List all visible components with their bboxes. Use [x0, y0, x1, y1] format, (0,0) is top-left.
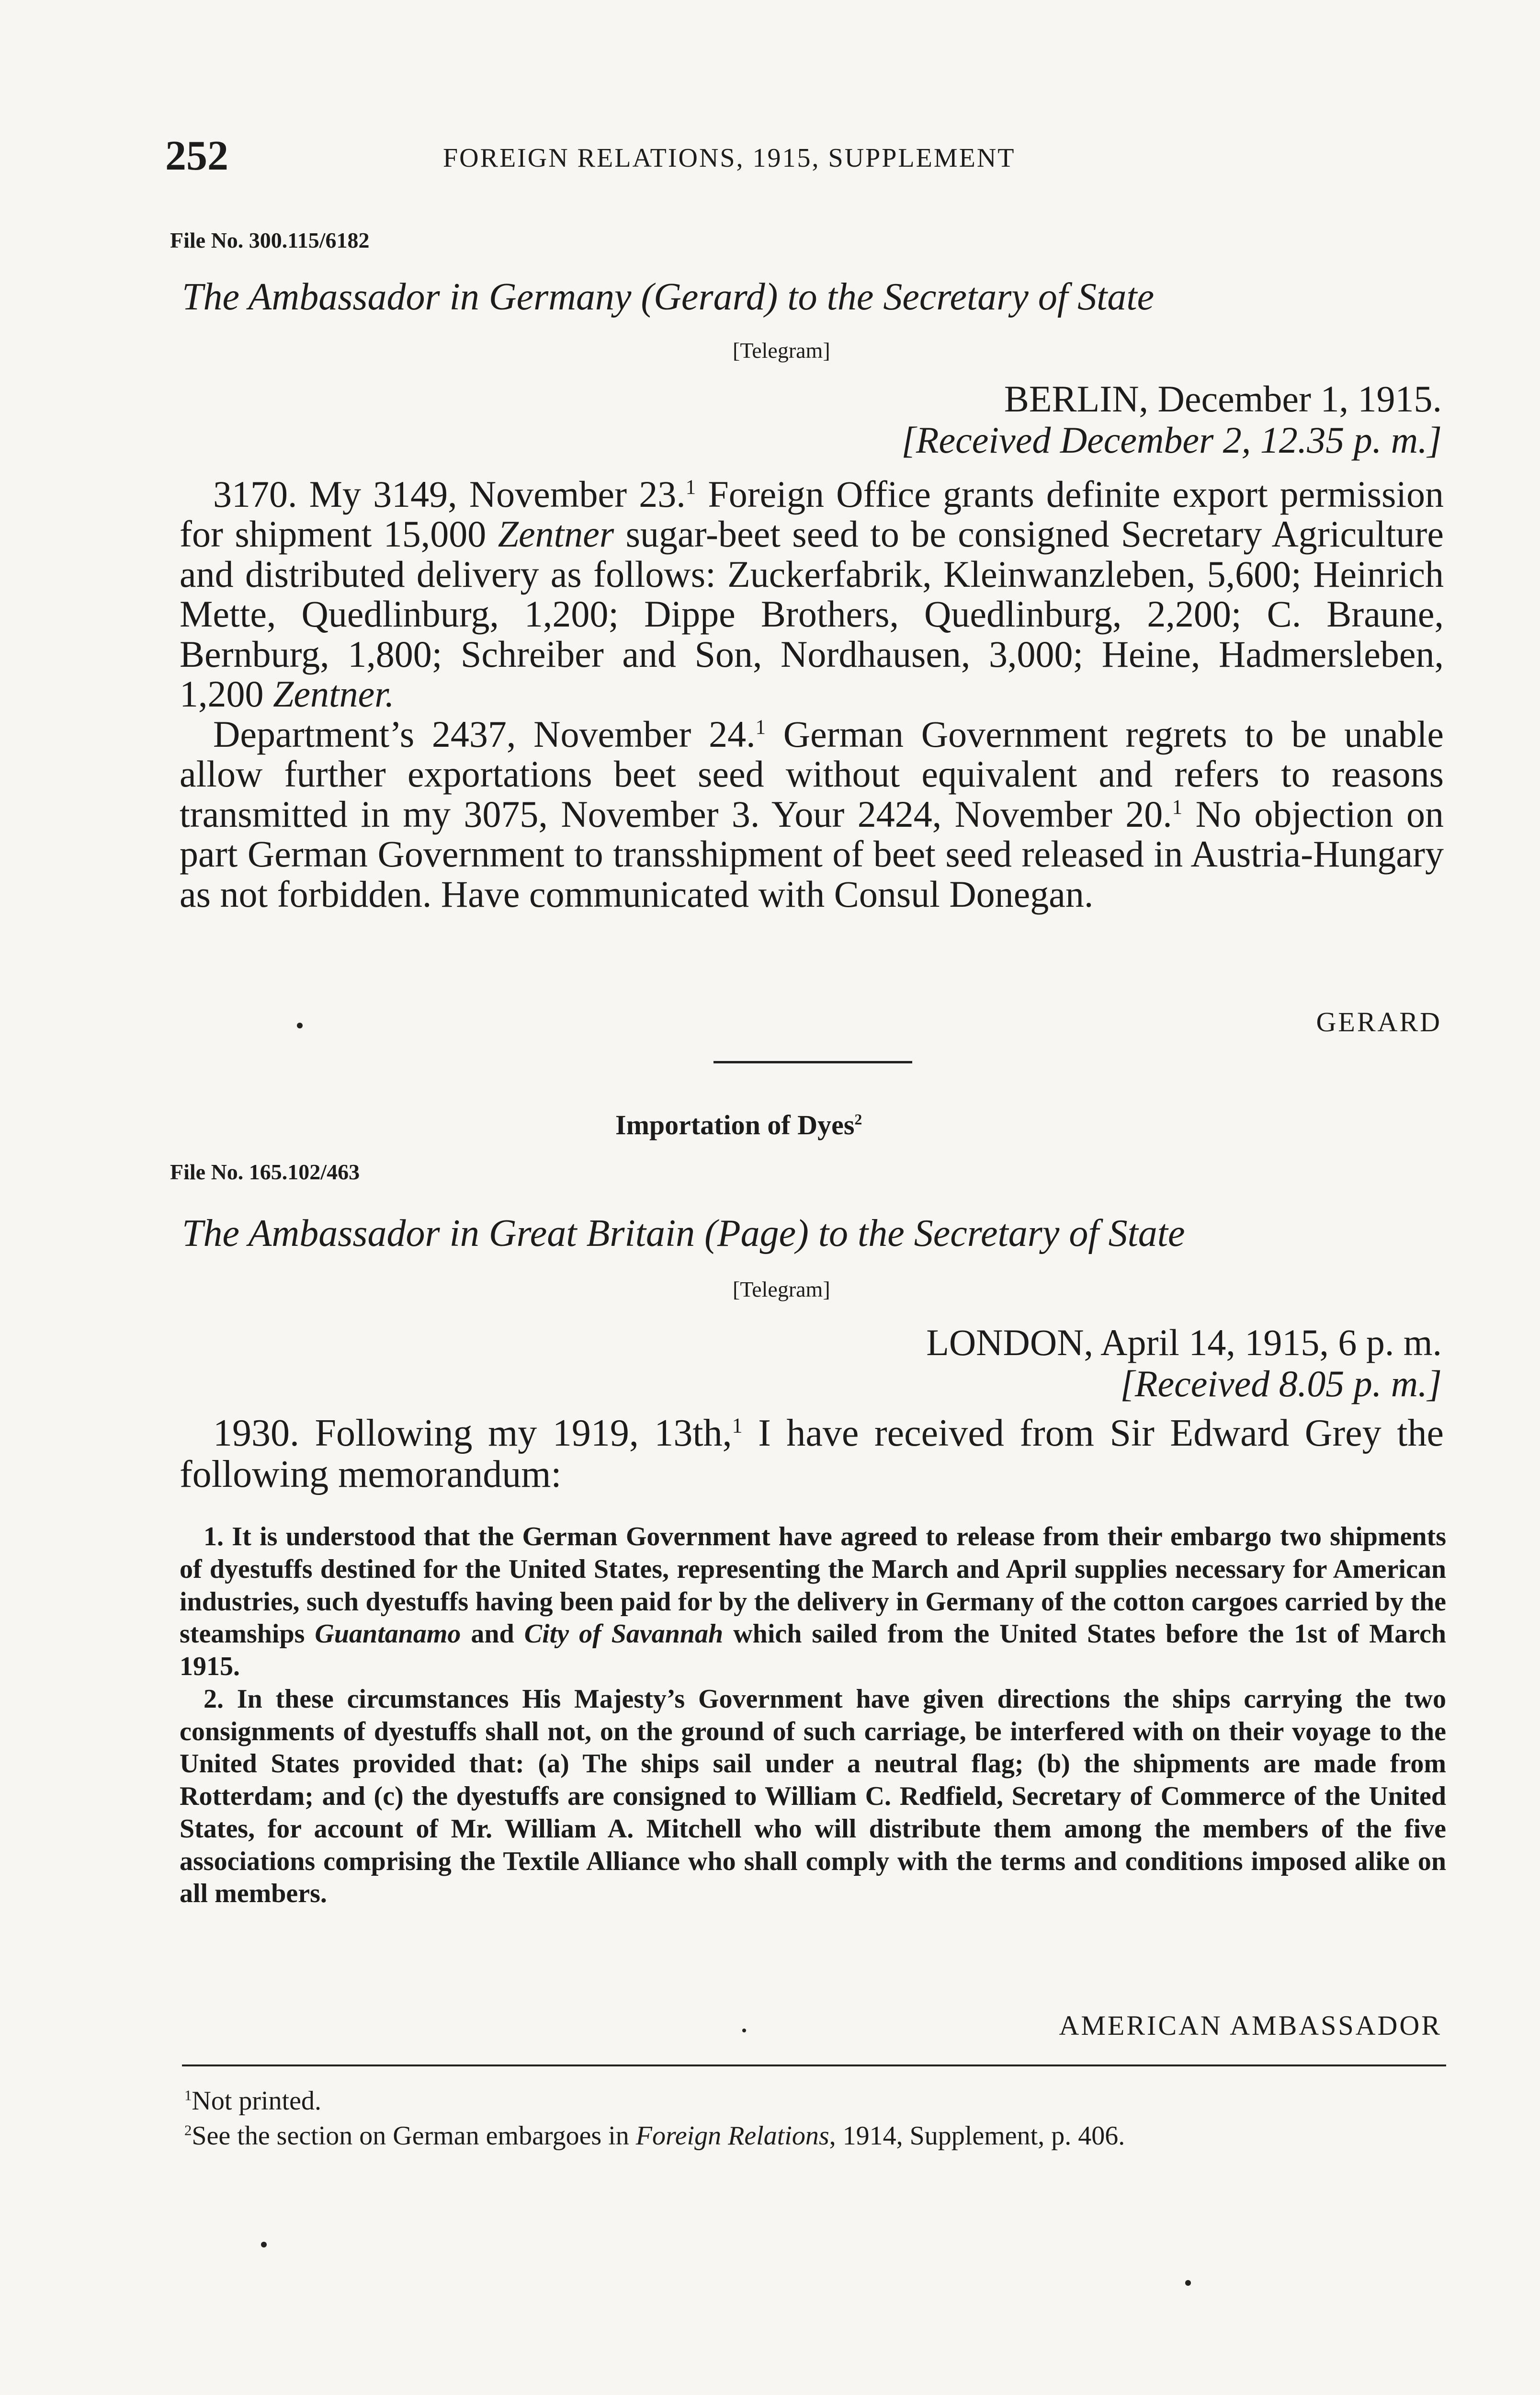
footnote-ref: 1 [685, 476, 696, 499]
memorandum-item: 2. In these circumstances His Majesty’s Government have given directions the ships carrying the two consignments of dyestuffs shall not, on the ground of such carriage, be interfered with on their voyage to the United States provided that: (a) The ships sail under a neutral flag; (b) the shipments are made from Rotterdam; and (c) the dyestuffs are consigned to William C. Redfield, Secretary of Commerce of the United States, for account of Mr. William A. Mitchell who will distribute them among the members of the five associations comprising the Textile Alliance who shall comply with the terms and conditions imposed alike on all members. [180, 1684, 1446, 1909]
dateline-place-date: BERLIN, December 1, 1915. [1004, 378, 1442, 420]
document-heading: The Ambassador in Germany (Gerard) to the Secretary of State [182, 276, 1155, 318]
memorandum [180, 1521, 1446, 1910]
scan-speck [261, 2242, 267, 2247]
file-number: File No. 165.102/463 [170, 1160, 360, 1184]
memorandum-item: 1. It is understood that the German Government have agreed to release from their embargo two shipments of dyestuffs destined for the United States, representing the March and April supplies necessary for American industries, such dyestuffs having been paid for by the delivery in Germany of the cotton cargoes carried by the steamships Guantanamo and City of Savannah which sailed from the United States before the 1st of March 1915. [180, 1522, 1446, 1681]
received-line: [Received 8.05 p. m.] [1120, 1362, 1442, 1404]
signature: AMERICAN AMBASSADOR [1059, 2010, 1442, 2041]
scan-speck [1185, 2280, 1191, 2286]
paragraph: Department’s 2437, November 24.$^1$ German Government regrets to be unable allow further exportations beet seed without equivalent and refers to reasons transmitted in my 3075, November 3. Your 2424, November 20.$^1$ No objection on part German Government to transshipment of beet seed released in Austria-Hungary as not forbidden. Have communicated with Consul Donegan. [180, 713, 1444, 915]
telegram-label: [Telegram] [733, 1277, 830, 1301]
footnote: $^2$See the section on German embargoes in Foreign Relations, 1914, Supplement, p. 406. [184, 2121, 1125, 2151]
dateline-place-date: LONDON, April 14, 1915, 6 p. m. [926, 1322, 1442, 1363]
document-heading: The Ambassador in Great Britain (Page) to the Secretary of State [182, 1212, 1185, 1255]
telegram-body [180, 474, 1444, 914]
paragraph: 1930. Following my 1919, 13th,$^1$ I have received from Sir Edward Grey the following memorandum: [180, 1412, 1444, 1495]
footnote-rule [182, 2064, 1446, 2066]
section-divider [713, 1061, 912, 1063]
file-number: File No. 300.115/6182 [170, 228, 370, 252]
footnote-ref: 1 [755, 716, 766, 739]
dateline [902, 378, 1442, 461]
footnote: $^1$Not printed. [184, 2086, 322, 2116]
telegram-label: [Telegram] [733, 338, 830, 363]
scan-speck [297, 1023, 303, 1028]
scan-speck [742, 2029, 746, 2032]
signature: GERARD [1316, 1006, 1442, 1038]
footnote-ref: 1 [1172, 796, 1183, 819]
received-line: [Received December 2, 12.35 p. m.] [901, 419, 1442, 461]
footnote-ref: 1 [732, 1414, 743, 1437]
dateline [926, 1322, 1442, 1404]
footnotes [184, 2084, 1444, 2154]
paragraph: 3170. My 3149, November 23.$^1$ Foreign Office grants definite export permission for shipment 15,000 Zentner sugar-beet seed to be consigned Secretary Agriculture and distributed delivery as follows: Zuckerfabrik, Kleinwanzleben, 5,600; Heinrich Mette, Quedlinburg, 1,200; Dippe Brothers, Quedlinburg, 2,200; C. Braune, Bernburg, 1,800; Schreiber and Son, Nordhausen, 3,000; Heine, Hadmersleben, 1,200 Zentner. [180, 473, 1444, 715]
telegram-intro [180, 1413, 1444, 1495]
running-title: FOREIGN RELATIONS, 1915, SUPPLEMENT [443, 143, 1016, 173]
section-title: Importation of Dyes$^2$ [615, 1109, 862, 1140]
page-number: 252 [165, 133, 228, 179]
footnote-ref: 2 [854, 1111, 862, 1128]
